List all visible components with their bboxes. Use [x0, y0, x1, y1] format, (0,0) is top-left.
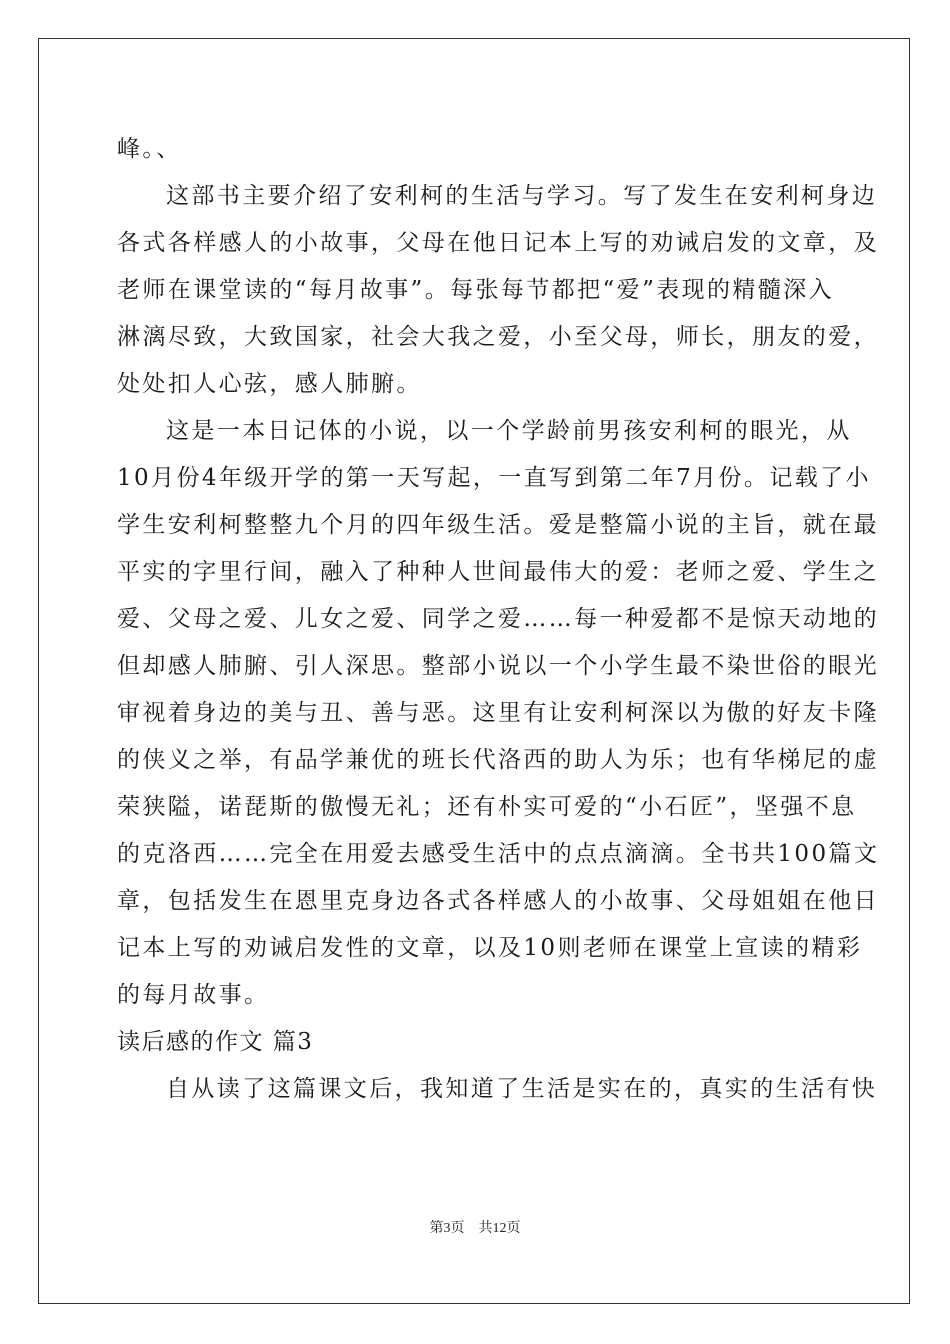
text-line: 淋漓尽致，大致国家，社会大我之爱，小至父母，师长，朋友的爱，	[117, 324, 879, 350]
text-line: 但却感人肺腑、引人深思。整部小说以一个小学生最不染世俗的眼光	[117, 653, 879, 679]
text-line: 记本上写的劝诫启发性的文章，以及10则老师在课堂上宣读的精彩	[117, 935, 863, 961]
text-line: 平实的字里行间，融入了种种人世间最伟大的爱：老师之爱、学生之	[117, 559, 879, 585]
text-line: 峰。、	[117, 136, 182, 162]
text-line: 荣狭隘，诺琵斯的傲慢无礼；还有朴实可爱的“小石匠”，坚强不息	[117, 794, 857, 820]
page-number: 第3页 共12页	[429, 1221, 521, 1236]
text-line: 的每月故事。	[117, 982, 270, 1008]
paragraph-start: 这部书主要介绍了安利柯的生活与学习。写了发生在安利柯身边	[166, 183, 878, 209]
text-line: 的克洛西……完全在用爱去感受生活中的点点滴滴。全书共100篇文	[117, 841, 880, 867]
text-line: 的侠义之举，有品学兼优的班长代洛西的助人为乐；也有华梯尼的虚	[117, 747, 879, 773]
text-line: 审视着身边的美与丑、善与恶。这里有让安利柯深以为傲的好友卡隆	[117, 700, 879, 726]
text-line: 各式各样感人的小故事，父母在他日记本上写的劝诫启发的文章，及	[117, 230, 879, 256]
document-body	[117, 126, 880, 1113]
text-line: 老师在课堂读的“每月故事”。每张每节都把“爱”表现的精髓深入	[117, 277, 835, 303]
paragraph-start: 自从读了这篇课文后，我知道了生活是实在的，真实的生活有快	[166, 1076, 878, 1102]
paragraph-start: 这是一本日记体的小说，以一个学龄前男孩安利柯的眼光，从	[166, 418, 852, 444]
text-line: 处处扣人心弦，感人肺腑。	[117, 371, 422, 397]
text-line: 10月份4年级开学的第一天写起，一直写到第二年7月份。记载了小	[117, 465, 871, 491]
section-heading: 读后感的作文 篇3	[117, 1029, 314, 1055]
text-line: 爱、父母之爱、儿女之爱、同学之爱……每一种爱都不是惊天动地的	[117, 606, 879, 632]
text-line: 章，包括发生在恩里克身边各式各样感人的小故事、父母姐姐在他日	[117, 888, 879, 914]
text-line: 学生安利柯整整九个月的四年级生活。爱是整篇小说的主旨，就在最	[117, 512, 879, 538]
